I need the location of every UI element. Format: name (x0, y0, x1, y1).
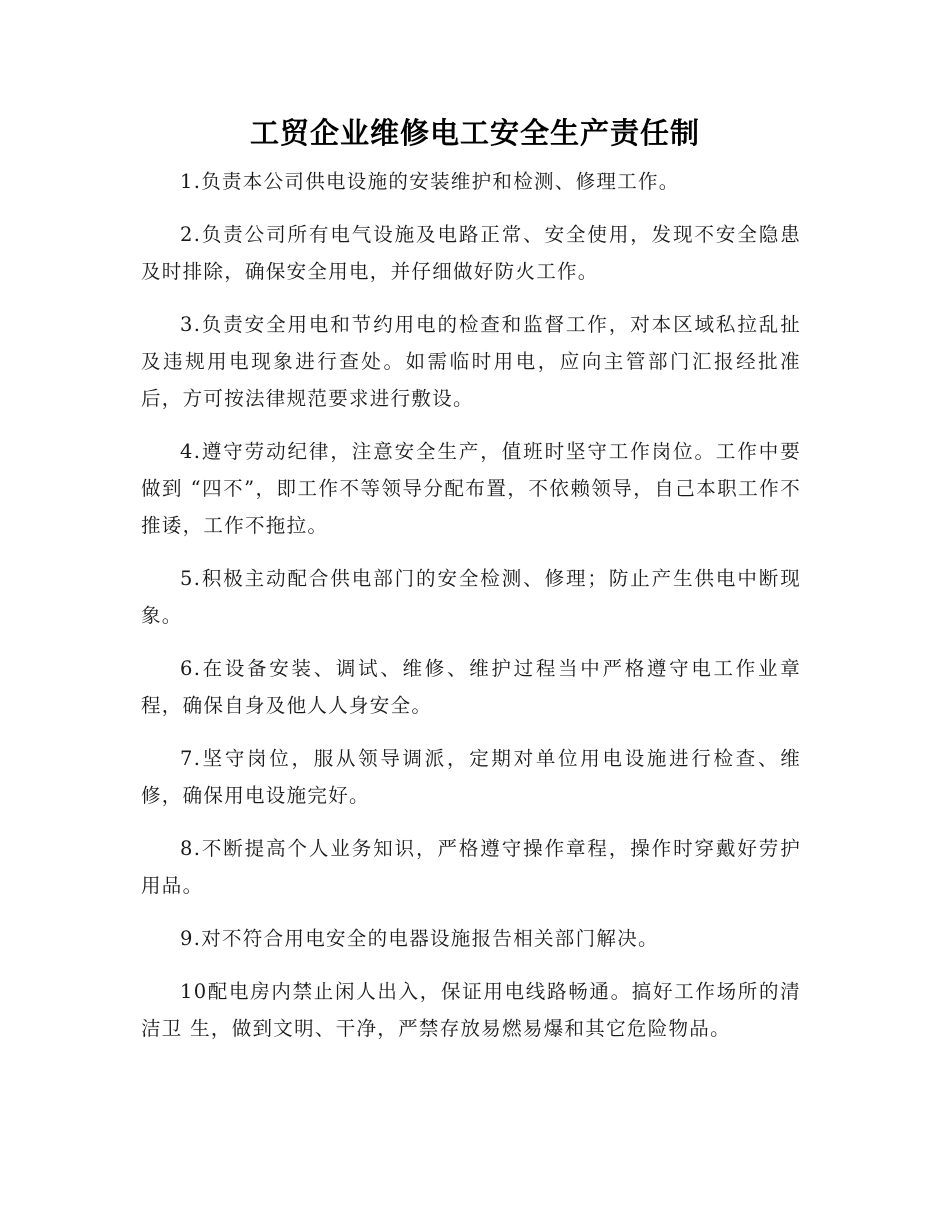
paragraph-2: 2.负责公司所有电气设施及电路正常、安全使用，发现不安全隐患及时排除，确保安全用电，并仔细做好防火工作。 (141, 223, 801, 283)
paragraph-3: 3.负责安全用电和节约用电的检查和监督工作，对本区域私拉乱扯及违规用电现象进行查处。如需临时用电，应向主管部门汇报经批准后，方可按法律规范要求进行敷设。 (141, 313, 801, 410)
paragraph-1: 1.负责本公司供电设施的安装维护和检测、修理工作。 (180, 170, 680, 193)
paragraph-9: 9.对不符合用电安全的电器设施报告相关部门解决。 (180, 927, 659, 950)
document-title: 工贸企业维修电工安全生产责任制 (249, 116, 700, 150)
paragraph-10: 10配电房内禁止闲人出入，保证用电线路畅通。搞好工作场所的清洁卫 生，做到文明、干净，严禁存放易燃易爆和其它危险物品。 (141, 980, 801, 1040)
paragraph-4: 4.遵守劳动纪律，注意安全生产，值班时坚守工作岗位。工作中要做到 “四不”，即工作不等领导分配布置，不依赖领导，自己本职工作不推诿，工作不拖拉。 (141, 440, 801, 537)
paragraph-6: 6.在设备安装、调试、维修、维护过程当中严格遵守电工作业章程，确保自身及他人人身安全。 (141, 657, 801, 717)
paragraph-7: 7.坚守岗位，服从领导调派，定期对单位用电设施进行检查、维修，确保用电设施完好。 (141, 747, 801, 807)
paragraph-5: 5.积极主动配合供电部门的安全检测、修理；防止产生供电中断现象。 (141, 567, 801, 627)
document-body (141, 163, 801, 1063)
paragraph-8: 8.不断提高个人业务知识，严格遵守操作章程，操作时穿戴好劳护用品。 (141, 837, 801, 897)
